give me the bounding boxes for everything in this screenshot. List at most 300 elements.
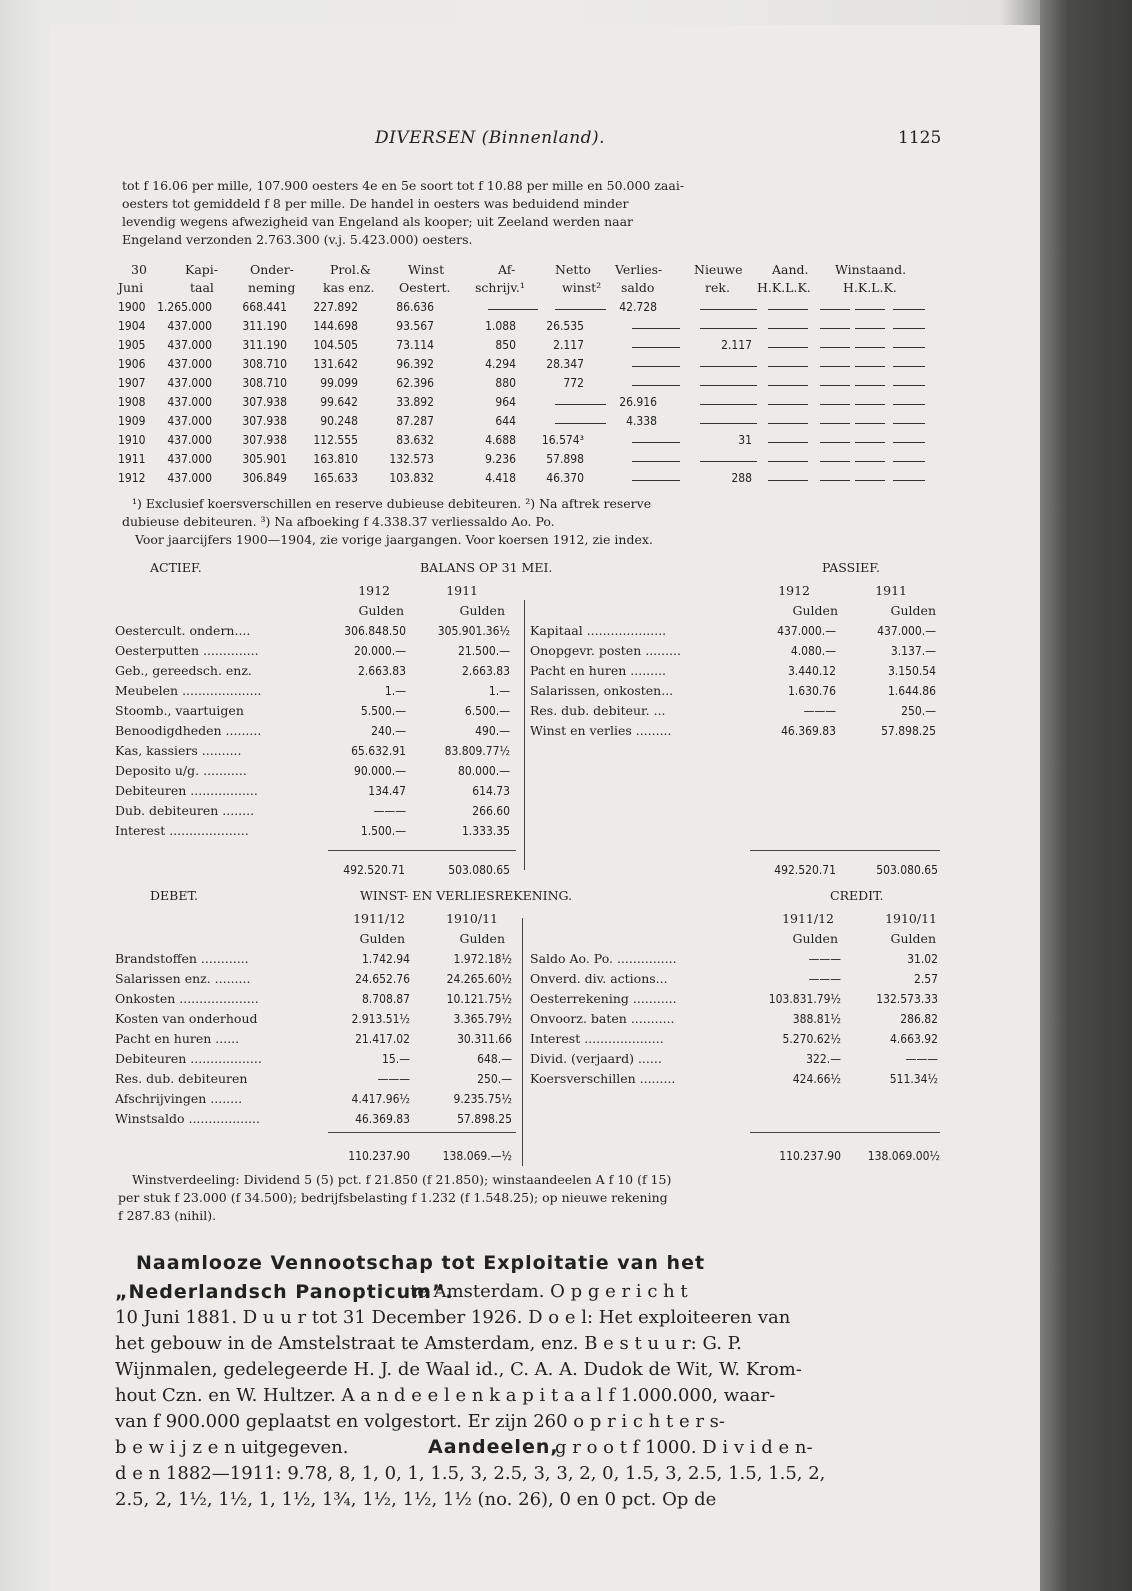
- rule-line: [855, 385, 885, 386]
- company-text-line: d e n 1882—1911: 9.78, 8, 1, 0, 1, 1.5, 3, 2.5, 3, 3, 2, 0, 1.5, 3, 2.5, 1.5, 1.5, 2,: [115, 1463, 826, 1484]
- rule-line: [820, 385, 850, 386]
- company-name-line1: Naamlooze Vennootschap tot Exploitatie van het: [136, 1252, 706, 1274]
- balans-left-1911: 1.333.35: [461, 824, 510, 838]
- rule-line: [893, 480, 925, 481]
- rule-line: [524, 600, 525, 870]
- table-header-cell: Netto: [555, 262, 591, 277]
- page-number: 1125: [898, 128, 942, 148]
- footnote-line: ¹) Exclusief koersverschillen en reserve dubieuse debiteuren. ²) Na aftrek reserve: [132, 496, 652, 511]
- table-cell: 83.632: [396, 433, 434, 447]
- intro-line: tot f 16.06 per mille, 107.900 oesters 4e en 5e soort tot f 10.88 per mille en 50.000 zaai-: [122, 178, 685, 193]
- balans-left-1911: 2.663.83: [461, 664, 510, 678]
- balans-right-1911: 3.137.—: [890, 644, 936, 658]
- table-cell: 4.294: [485, 357, 516, 371]
- table-cell: 57.898: [546, 452, 584, 466]
- rule-line: [700, 366, 757, 367]
- balans-left-1912: 20.000.—: [354, 644, 406, 658]
- winst-title: WINST- EN VERLIESREKENING.: [360, 888, 573, 903]
- winst-right-value: 103.831.79½: [768, 992, 841, 1006]
- balans-right-1911: 250.—: [901, 704, 936, 718]
- table-cell: 668.441: [242, 300, 287, 314]
- table-cell: 308.710: [242, 357, 287, 371]
- table-cell: 1.265.000: [157, 300, 212, 314]
- rule-line: [768, 461, 808, 462]
- table-cell: 437.000: [167, 338, 212, 352]
- balans-right-1911: 57.898.25: [881, 724, 936, 738]
- table-cell: 87.287: [396, 414, 434, 428]
- rule-line: [768, 328, 808, 329]
- unit-header: Gulden: [792, 931, 838, 946]
- table-cell: 1906: [118, 357, 146, 371]
- winst-right-value: 2.57: [913, 972, 938, 986]
- balans-right-1912: 46.369.83: [781, 724, 836, 738]
- table-cell: 1910: [118, 433, 146, 447]
- winst-left-value: 4.417.96½: [351, 1092, 410, 1106]
- table-cell: 4.688: [485, 433, 516, 447]
- winst-right-label: Koersverschillen .........: [530, 1071, 676, 1086]
- winst-left-label: Salarissen enz. .........: [115, 971, 251, 986]
- winst-left-value: 8.708.87: [361, 992, 410, 1006]
- rule-line: [893, 366, 925, 367]
- company-text-line: het gebouw in de Amstelstraat te Amsterdam, enz. B e s t u u r: G. P.: [115, 1333, 742, 1354]
- rule-line: [488, 309, 538, 310]
- balans-right-1911: 437.000.—: [877, 624, 936, 638]
- winst-right-label: Saldo Ao. Po. ...............: [530, 951, 677, 966]
- rule-line: [768, 404, 808, 405]
- company-text-line: te Amsterdam. O p g e r i c h t: [410, 1281, 688, 1302]
- table-cell: 26.916: [619, 395, 657, 409]
- table-cell: 311.190: [242, 319, 287, 333]
- company-text-line: van f 900.000 geplaatst en volgestort. Er zijn 260 o p r i c h t e r s-: [115, 1411, 725, 1432]
- unit-header: Gulden: [358, 603, 404, 618]
- balans-right-label: Salarissen, onkosten...: [530, 683, 674, 698]
- winst-left-value: 1.742.94: [361, 952, 410, 966]
- table-cell: 437.000: [167, 357, 212, 371]
- winst-right-value: 5.270.62½: [782, 1032, 841, 1046]
- table-header-cell: rek.: [705, 280, 730, 295]
- table-cell: 311.190: [242, 338, 287, 352]
- table-cell: 90.248: [320, 414, 358, 428]
- unit-header: Gulden: [459, 931, 505, 946]
- winst-right-label: Onverd. div. actions...: [530, 971, 668, 986]
- balans-left-label: Dub. debiteuren ........: [115, 803, 255, 818]
- rule-line: [820, 442, 850, 443]
- table-cell: 132.573: [389, 452, 434, 466]
- table-header-cell: Verlies-: [615, 262, 663, 277]
- winstverdeeling-line: per stuk f 23.000 (f 34.500); bedrijfsbelasting f 1.232 (f 1.548.25); op nieuwe rekening: [118, 1190, 668, 1205]
- table-header-cell: winst²: [562, 280, 602, 295]
- balans-left-1912: 240.—: [371, 724, 406, 738]
- winst-right-value: ———: [808, 952, 841, 966]
- winst-left-value: 250.—: [477, 1072, 512, 1086]
- unit-header: Gulden: [792, 603, 838, 618]
- balans-left-1912: 306.848.50: [344, 624, 406, 638]
- year-header: 1911/12: [782, 911, 834, 926]
- rule-line: [328, 1132, 516, 1133]
- table-cell: 1900: [118, 300, 146, 314]
- winst-left-value: 10.121.75½: [446, 992, 512, 1006]
- rule-line: [893, 309, 925, 310]
- winst-left-label: Onkosten ....................: [115, 991, 259, 1006]
- rule-line: [700, 309, 757, 310]
- table-cell: 1911: [118, 452, 146, 466]
- balans-right-1912: 3.440.12: [787, 664, 836, 678]
- rule-line: [855, 404, 885, 405]
- table-cell: 26.535: [546, 319, 584, 333]
- rule-line: [700, 423, 757, 424]
- balans-left-label: Kas, kassiers ..........: [115, 743, 242, 758]
- balans-total: 503.080.65: [876, 863, 938, 877]
- intro-line: oesters tot gemiddeld f 8 per mille. De handel in oesters was beduidend minder: [122, 196, 629, 211]
- rule-line: [632, 328, 680, 329]
- balans-right-label: Onopgevr. posten .........: [530, 643, 681, 658]
- company-name-line2: „Nederlandsch Panopticum”.: [115, 1281, 454, 1303]
- balans-left-1912: 2.663.83: [357, 664, 406, 678]
- aandeelen-label: Aandeelen,: [428, 1436, 559, 1458]
- company-text-line: hout Czn. en W. Hultzer. A a n d e e l e n k a p i t a a l f 1.000.000, waar-: [115, 1385, 776, 1406]
- balans-total: 503.080.65: [448, 863, 510, 877]
- rule-line: [820, 309, 850, 310]
- footnote-line: dubieuse debiteuren. ³) Na afboeking f 4.338.37 verliessaldo Ao. Po.: [122, 514, 555, 529]
- table-cell: 1908: [118, 395, 146, 409]
- rule-line: [855, 461, 885, 462]
- company-text-line: g r o o t f 1000. D i v i d e n-: [555, 1437, 813, 1458]
- table-cell: 62.396: [396, 376, 434, 390]
- year-header: 1911: [875, 583, 907, 598]
- balans-left-1912: 1.—: [384, 684, 406, 698]
- rule-line: [700, 404, 757, 405]
- table-cell: 308.710: [242, 376, 287, 390]
- table-cell: 307.938: [242, 433, 287, 447]
- table-cell: 772: [563, 376, 584, 390]
- rule-line: [700, 385, 757, 386]
- winst-right-title: CREDIT.: [830, 888, 884, 903]
- winst-left-label: Pacht en huren ......: [115, 1031, 240, 1046]
- balans-right-label: Pacht en huren .........: [530, 663, 667, 678]
- winst-left-label: Afschrijvingen ........: [115, 1091, 243, 1106]
- table-cell: 163.810: [313, 452, 358, 466]
- balans-left-label: Deposito u/g. ...........: [115, 763, 247, 778]
- table-cell: 131.642: [313, 357, 358, 371]
- table-cell: 9.236: [485, 452, 516, 466]
- rule-line: [700, 461, 757, 462]
- table-cell: 437.000: [167, 395, 212, 409]
- year-header: 1912: [358, 583, 390, 598]
- year-header: 1911: [446, 583, 478, 598]
- rule-line: [768, 423, 808, 424]
- balans-left-label: Interest ....................: [115, 823, 249, 838]
- winst-right-value: ———: [905, 1052, 938, 1066]
- balans-left-1912: 134.47: [368, 784, 406, 798]
- table-cell: 307.938: [242, 395, 287, 409]
- table-header-cell: saldo: [621, 280, 655, 295]
- table-cell: 437.000: [167, 471, 212, 485]
- table-cell: 437.000: [167, 433, 212, 447]
- table-cell: 16.574³: [541, 433, 584, 447]
- intro-line: levendig wegens afwezigheid van Engeland als kooper; uit Zeeland werden naar: [122, 214, 634, 229]
- balans-right-label: Winst en verlies .........: [530, 723, 672, 738]
- table-cell: 437.000: [167, 319, 212, 333]
- balans-right-1912: 4.080.—: [790, 644, 836, 658]
- table-cell: 144.698: [313, 319, 358, 333]
- rule-line: [555, 423, 606, 424]
- winst-right-label: Divid. (verjaard) ......: [530, 1051, 662, 1066]
- table-cell: 437.000: [167, 414, 212, 428]
- balans-right-1911: 3.150.54: [887, 664, 936, 678]
- table-cell: 306.849: [242, 471, 287, 485]
- balans-title: BALANS OP 31 MEI.: [420, 560, 553, 575]
- balans-left-label: Oesterputten ..............: [115, 643, 259, 658]
- rule-line: [700, 328, 757, 329]
- table-header-cell: kas enz.: [323, 280, 375, 295]
- winst-left-label: Res. dub. debiteuren: [115, 1071, 248, 1086]
- rule-line: [855, 328, 885, 329]
- winst-right-value: ———: [808, 972, 841, 986]
- table-cell: 305.901: [242, 452, 287, 466]
- rule-line: [893, 423, 925, 424]
- table-header-cell: Winstaand.: [835, 262, 907, 277]
- balans-left-1911: 21.500.—: [458, 644, 510, 658]
- winst-left-value: 46.369.83: [355, 1112, 410, 1126]
- table-header-cell: Kapi-: [185, 262, 219, 277]
- table-header-cell: H.K.L.K.: [757, 280, 811, 295]
- winst-right-value: 511.34½: [889, 1072, 938, 1086]
- table-header-cell: 30: [131, 262, 147, 277]
- rule-line: [855, 480, 885, 481]
- winst-left-title: DEBET.: [150, 888, 198, 903]
- table-cell: 99.099: [320, 376, 358, 390]
- balans-right-1912: 1.630.76: [787, 684, 836, 698]
- rule-line: [893, 347, 925, 348]
- rule-line: [820, 347, 850, 348]
- balans-right-label: Kapitaal ....................: [530, 623, 667, 638]
- balans-left-1912: 65.632.91: [351, 744, 406, 758]
- rule-line: [855, 366, 885, 367]
- balans-left-1911: 1.—: [488, 684, 510, 698]
- winst-left-value: 21.417.02: [355, 1032, 410, 1046]
- table-cell: 1.088: [485, 319, 516, 333]
- balans-right-1912: 437.000.—: [777, 624, 836, 638]
- year-header: 1911/12: [353, 911, 405, 926]
- company-text-line: b e w i j z e n uitgegeven.: [115, 1437, 349, 1458]
- balans-left-label: Debiteuren .................: [115, 783, 258, 798]
- year-header: 1910/11: [885, 911, 937, 926]
- balans-right-1912: ———: [803, 704, 836, 718]
- winst-right-label: Interest ....................: [530, 1031, 664, 1046]
- winst-left-value: 24.265.60½: [446, 972, 512, 986]
- balans-left-label: Oestercult. ondern....: [115, 623, 251, 638]
- rule-line: [768, 366, 808, 367]
- table-cell: 850: [495, 338, 516, 352]
- rule-line: [632, 461, 680, 462]
- table-header-cell: taal: [190, 280, 214, 295]
- table-cell: 33.892: [396, 395, 434, 409]
- rule-line: [893, 461, 925, 462]
- rule-line: [632, 385, 680, 386]
- balans-left-label: Stoomb., vaartuigen: [115, 703, 244, 718]
- rule-line: [632, 442, 680, 443]
- winst-total: 110.237.90: [779, 1149, 841, 1163]
- winst-left-label: Debiteuren ..................: [115, 1051, 262, 1066]
- table-header-cell: Oestert.: [399, 280, 451, 295]
- balans-left-title: ACTIEF.: [150, 560, 202, 575]
- table-cell: 165.633: [313, 471, 358, 485]
- table-header-cell: neming: [248, 280, 296, 295]
- table-header-cell: Winst: [408, 262, 445, 277]
- table-cell: 42.728: [619, 300, 657, 314]
- winst-right-value: 322.—: [806, 1052, 841, 1066]
- table-header-cell: schrijv.¹: [475, 280, 525, 295]
- table-cell: 4.418: [485, 471, 516, 485]
- table-header-cell: H.K.L.K.: [843, 280, 897, 295]
- winst-left-value: 2.913.51½: [351, 1012, 410, 1026]
- year-header: 1910/11: [446, 911, 498, 926]
- rule-line: [768, 385, 808, 386]
- winstverdeeling-line: Winstverdeeling: Dividend 5 (5) pct. f 21.850 (f 21.850); winstaandeelen A f 10 (f 15): [132, 1172, 672, 1187]
- balans-left-1912: 1.500.—: [360, 824, 406, 838]
- rule-line: [632, 347, 680, 348]
- table-cell: 112.555: [313, 433, 358, 447]
- rule-line: [893, 404, 925, 405]
- table-cell: 4.338: [626, 414, 657, 428]
- rule-line: [555, 404, 606, 405]
- winst-left-value: 15.—: [382, 1052, 410, 1066]
- footnote-line: Voor jaarcijfers 1900—1904, zie vorige jaargangen. Voor koersen 1912, zie index.: [135, 532, 653, 547]
- rule-line: [855, 442, 885, 443]
- unit-header: Gulden: [890, 603, 936, 618]
- table-header-cell: Aand.: [772, 262, 809, 277]
- rule-line: [750, 1132, 940, 1133]
- rule-line: [750, 850, 940, 851]
- rule-line: [768, 347, 808, 348]
- table-cell: 99.642: [320, 395, 358, 409]
- table-cell: 2.117: [721, 338, 752, 352]
- rule-line: [820, 461, 850, 462]
- table-cell: 31: [738, 433, 752, 447]
- company-text-line: 10 Juni 1881. D u u r tot 31 December 1926. D o e l: Het exploiteeren van: [115, 1307, 791, 1328]
- table-cell: 2.117: [553, 338, 584, 352]
- balans-left-label: Meubelen ....................: [115, 683, 262, 698]
- table-cell: 307.938: [242, 414, 287, 428]
- rule-line: [768, 442, 808, 443]
- table-cell: 93.567: [396, 319, 434, 333]
- table-cell: 1904: [118, 319, 146, 333]
- winstverdeeling-line: f 287.83 (nihil).: [118, 1208, 217, 1223]
- balans-left-label: Geb., gereedsch. enz.: [115, 663, 252, 678]
- rule-line: [855, 309, 885, 310]
- winst-right-label: Oesterrekening ...........: [530, 991, 677, 1006]
- table-header-cell: Prol.&: [330, 262, 372, 277]
- winst-left-value: 30.311.66: [457, 1032, 512, 1046]
- table-cell: 73.114: [396, 338, 434, 352]
- balans-total: 492.520.71: [774, 863, 836, 877]
- table-cell: 1907: [118, 376, 146, 390]
- winst-total: 138.069.00½: [867, 1149, 940, 1163]
- unit-header: Gulden: [890, 931, 936, 946]
- table-header-cell: Af-: [498, 262, 516, 277]
- balans-right-title: PASSIEF.: [822, 560, 880, 575]
- unit-header: Gulden: [359, 931, 405, 946]
- balans-right-1911: 1.644.86: [887, 684, 936, 698]
- table-cell: 104.505: [313, 338, 358, 352]
- winst-left-value: 648.—: [477, 1052, 512, 1066]
- balans-left-1911: 614.73: [472, 784, 510, 798]
- winst-total: 110.237.90: [348, 1149, 410, 1163]
- rule-line: [820, 404, 850, 405]
- winst-right-value: 388.81½: [792, 1012, 841, 1026]
- book-binding-edge: [1040, 0, 1132, 1591]
- balans-right-label: Res. dub. debiteur. ...: [530, 703, 666, 718]
- winst-right-value: 31.02: [907, 952, 938, 966]
- table-cell: 86.636: [396, 300, 434, 314]
- rule-line: [820, 328, 850, 329]
- balans-left-1911: 83.809.77½: [444, 744, 510, 758]
- winst-left-value: 24.652.76: [355, 972, 410, 986]
- table-cell: 964: [495, 395, 516, 409]
- winst-left-label: Kosten van onderhoud: [115, 1011, 258, 1026]
- rule-line: [328, 850, 516, 851]
- table-cell: 437.000: [167, 376, 212, 390]
- table-cell: 227.892: [313, 300, 358, 314]
- balans-left-1911: 266.60: [472, 804, 510, 818]
- rule-line: [893, 328, 925, 329]
- table-header-cell: Onder-: [250, 262, 294, 277]
- rule-line: [855, 347, 885, 348]
- table-header-cell: Nieuwe: [694, 262, 743, 277]
- rule-line: [893, 385, 925, 386]
- balans-left-1912: 90.000.—: [354, 764, 406, 778]
- table-cell: 96.392: [396, 357, 434, 371]
- winst-left-label: Brandstoffen ............: [115, 951, 249, 966]
- winst-right-label: Onvoorz. baten ...........: [530, 1011, 675, 1026]
- balans-left-1912: ———: [373, 804, 406, 818]
- rule-line: [855, 423, 885, 424]
- table-cell: 880: [495, 376, 516, 390]
- table-cell: 437.000: [167, 452, 212, 466]
- year-header: 1912: [778, 583, 810, 598]
- winst-right-value: 132.573.33: [876, 992, 938, 1006]
- table-cell: 1909: [118, 414, 146, 428]
- rule-line: [522, 918, 523, 1166]
- rule-line: [768, 480, 808, 481]
- rule-line: [820, 366, 850, 367]
- table-header-cell: Juni: [118, 280, 144, 295]
- rule-line: [632, 480, 680, 481]
- balans-left-1912: 5.500.—: [360, 704, 406, 718]
- rule-line: [820, 480, 850, 481]
- table-cell: 103.832: [389, 471, 434, 485]
- table-cell: 28.347: [546, 357, 584, 371]
- table-cell: 1905: [118, 338, 146, 352]
- table-cell: 288: [731, 471, 752, 485]
- rule-line: [632, 366, 680, 367]
- table-cell: 46.370: [546, 471, 584, 485]
- company-text-line: Wijnmalen, gedelegeerde H. J. de Waal id., C. A. A. Dudok de Wit, W. Krom-: [115, 1359, 802, 1380]
- rule-line: [768, 309, 808, 310]
- company-text-line: 2.5, 2, 1½, 1½, 1, 1½, 1¾, 1½, 1½, 1½ (no. 26), 0 en 0 pct. Op de: [115, 1489, 717, 1510]
- winst-left-value: 3.365.79½: [453, 1012, 512, 1026]
- rule-line: [893, 442, 925, 443]
- balans-left-1911: 80.000.—: [458, 764, 510, 778]
- rule-line: [555, 309, 606, 310]
- balans-left-label: Benoodigdheden .........: [115, 723, 262, 738]
- winst-right-value: 424.66½: [792, 1072, 841, 1086]
- winst-left-value: ———: [377, 1072, 410, 1086]
- balans-total: 492.520.71: [343, 863, 405, 877]
- winst-left-value: 1.972.18½: [453, 952, 512, 966]
- rule-line: [820, 423, 850, 424]
- winst-total: 138.069.—½: [442, 1149, 512, 1163]
